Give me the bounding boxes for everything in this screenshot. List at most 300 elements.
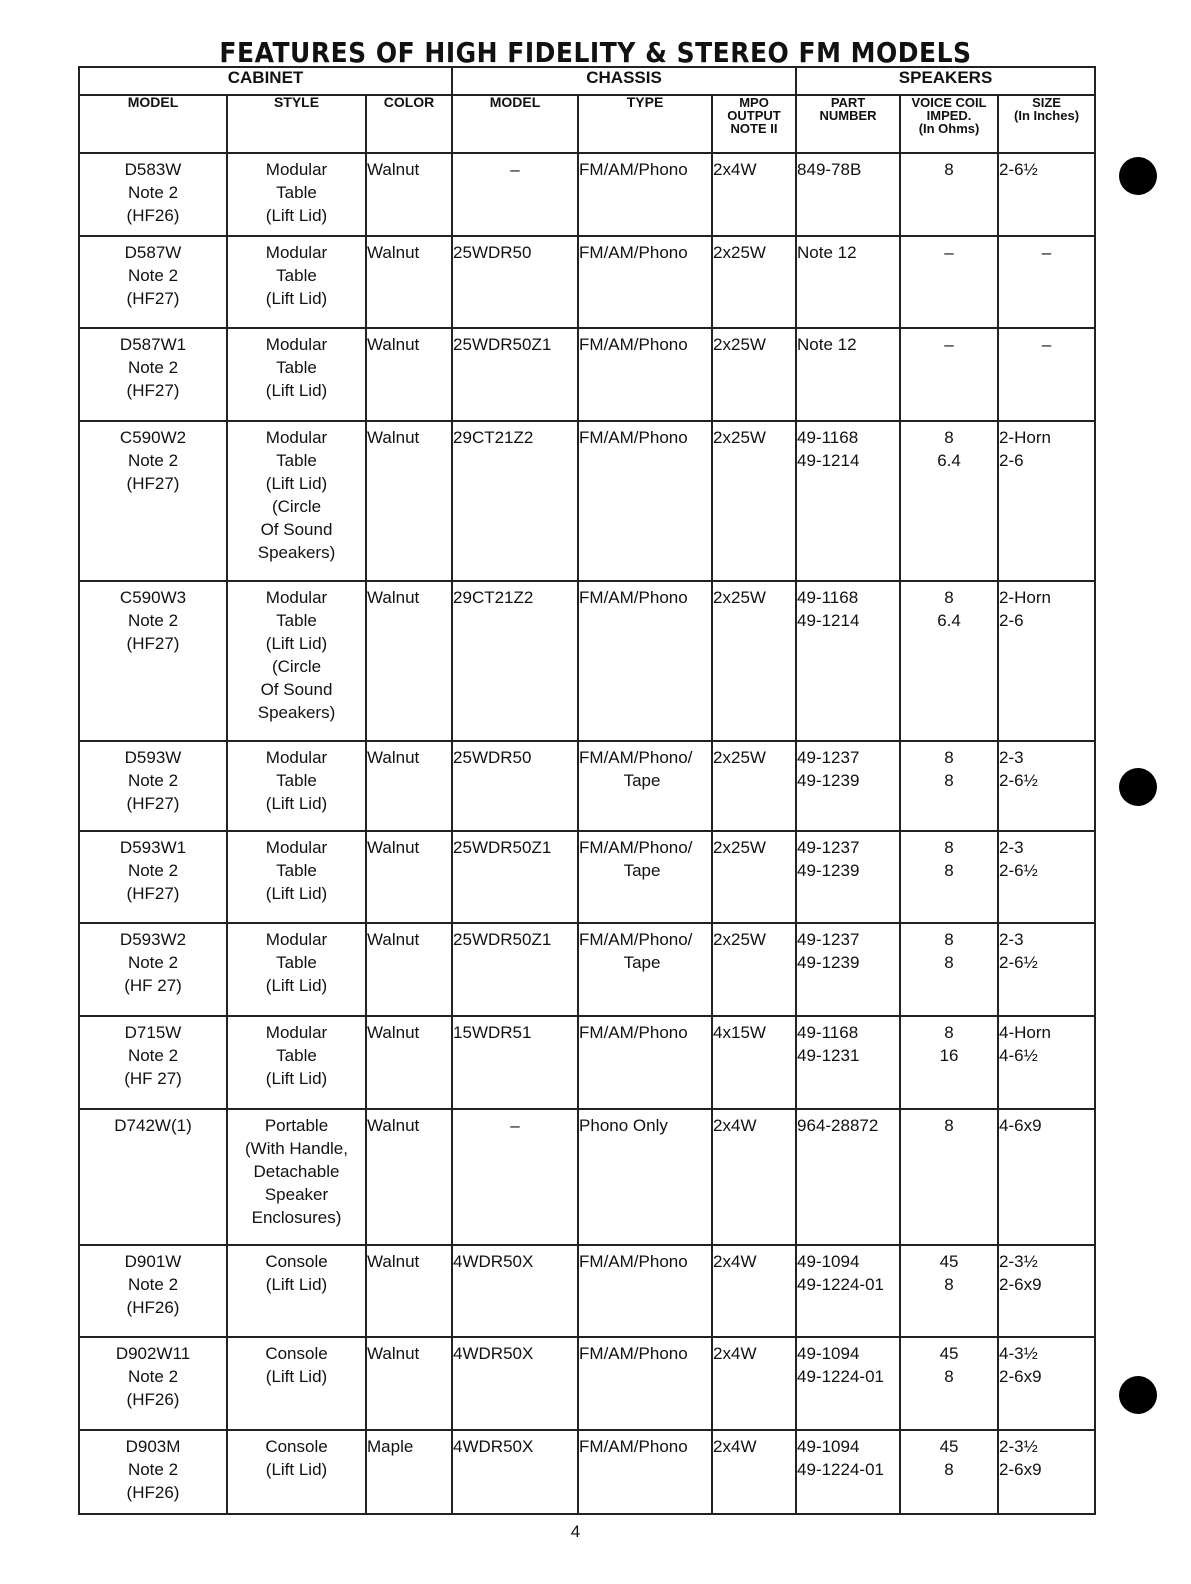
voice-coil-cell bbox=[900, 421, 998, 581]
model-cell-line: (HF 27) bbox=[124, 976, 182, 995]
mpo-output-cell-line: 2x25W bbox=[713, 930, 766, 949]
model-cell-line: C590W3 bbox=[119, 588, 187, 607]
style-cell bbox=[227, 1109, 366, 1245]
chassis-model-cell-line: 29CT21Z2 bbox=[453, 428, 534, 447]
model-cell bbox=[79, 831, 227, 923]
chassis-model-cell-line: 4WDR50X bbox=[453, 1252, 534, 1271]
group-header-speakers: SPEAKERS bbox=[796, 67, 1095, 95]
part-number-cell-line: 49-1231 bbox=[797, 1046, 860, 1065]
part-number-cell-line: 49-1214 bbox=[797, 611, 860, 630]
voice-coil-cell-line: 8 bbox=[944, 953, 954, 972]
style-cell-line: Table bbox=[276, 358, 317, 377]
features-table bbox=[78, 66, 1096, 1515]
model-cell-line: D583W bbox=[124, 160, 182, 179]
style-cell bbox=[227, 1016, 366, 1109]
color-cell-line: Walnut bbox=[367, 838, 420, 857]
chassis-model-cell-line: 25WDR50Z1 bbox=[453, 930, 552, 949]
part-number-cell-line: 49-1237 bbox=[797, 838, 860, 857]
size-cell bbox=[998, 421, 1095, 581]
model-cell-line: Note 2 bbox=[127, 1275, 179, 1294]
style-cell bbox=[227, 923, 366, 1016]
size-cell bbox=[998, 328, 1095, 421]
model-cell-line: C590W2 bbox=[119, 428, 187, 447]
color-cell bbox=[366, 1109, 452, 1245]
type-cell bbox=[578, 328, 712, 421]
chassis-model-cell bbox=[452, 236, 578, 328]
color-cell-line: Maple bbox=[367, 1437, 414, 1456]
model-cell-line: Note 2 bbox=[127, 1046, 179, 1065]
size-cell bbox=[998, 581, 1095, 741]
type-cell bbox=[578, 421, 712, 581]
style-cell-line: Of Sound bbox=[260, 520, 333, 539]
page-number: 4 bbox=[570, 1522, 581, 1541]
part-number-cell-line: 49-1239 bbox=[797, 953, 860, 972]
table-row bbox=[79, 741, 1095, 831]
voice-coil-cell bbox=[900, 1016, 998, 1109]
model-cell-line: (HF27) bbox=[126, 381, 180, 400]
chassis-model-cell-line: – bbox=[510, 160, 520, 179]
size-cell bbox=[998, 831, 1095, 923]
style-cell bbox=[227, 741, 366, 831]
voice-coil-cell-line: 8 bbox=[944, 1367, 954, 1386]
part-number-cell-line: 49-1214 bbox=[797, 451, 860, 470]
part-number-cell bbox=[796, 153, 900, 236]
model-cell bbox=[79, 236, 227, 328]
voice-coil-cell bbox=[900, 831, 998, 923]
part-number-cell-line: 49-1168 bbox=[797, 428, 859, 447]
size-cell-line: 2-Horn bbox=[999, 428, 1051, 447]
model-cell bbox=[79, 1245, 227, 1337]
voice-coil-cell-line: 8 bbox=[944, 1023, 954, 1042]
style-cell-line: Console bbox=[265, 1252, 328, 1271]
model-cell-line: D901W bbox=[124, 1252, 182, 1271]
style-cell-line: Speakers) bbox=[257, 703, 336, 722]
mpo-output-cell bbox=[712, 421, 796, 581]
model-cell-line: Note 2 bbox=[127, 953, 179, 972]
mpo-output-cell bbox=[712, 1337, 796, 1430]
punch-hole-top bbox=[1119, 157, 1157, 195]
color-cell bbox=[366, 1430, 452, 1514]
chassis-model-cell-line: 4WDR50X bbox=[453, 1437, 534, 1456]
chassis-model-cell bbox=[452, 1430, 578, 1514]
chassis-model-cell-line: 29CT21Z2 bbox=[453, 588, 534, 607]
voice-coil-cell-line: 8 bbox=[944, 428, 954, 447]
style-cell-line: Modular bbox=[265, 160, 328, 179]
type-cell bbox=[578, 1016, 712, 1109]
style-cell-line: Modular bbox=[265, 930, 328, 949]
type-cell bbox=[578, 1245, 712, 1337]
type-cell bbox=[578, 153, 712, 236]
model-cell bbox=[79, 741, 227, 831]
table-row bbox=[79, 153, 1095, 236]
voice-coil-cell bbox=[900, 1430, 998, 1514]
table-row bbox=[79, 328, 1095, 421]
type-cell-line: FM/AM/Phono bbox=[579, 1344, 688, 1363]
model-cell bbox=[79, 328, 227, 421]
size-cell bbox=[998, 1016, 1095, 1109]
part-number-cell bbox=[796, 1109, 900, 1245]
color-cell bbox=[366, 1016, 452, 1109]
voice-coil-cell-line: 8 bbox=[944, 1116, 954, 1135]
style-cell-line: Table bbox=[276, 611, 317, 630]
size-cell bbox=[998, 1109, 1095, 1245]
size-cell bbox=[998, 1245, 1095, 1337]
size-cell bbox=[998, 153, 1095, 236]
voice-coil-cell-line: 8 bbox=[944, 1275, 954, 1294]
color-cell bbox=[366, 741, 452, 831]
size-cell bbox=[998, 741, 1095, 831]
color-cell-line: Walnut bbox=[367, 160, 420, 179]
chassis-model-cell-line: – bbox=[510, 1116, 520, 1135]
col-header-mpo-output: MPO OUTPUT NOTE II bbox=[712, 95, 796, 153]
style-cell-line: (Circle bbox=[271, 657, 322, 676]
type-cell bbox=[578, 741, 712, 831]
style-cell-line: Detachable bbox=[253, 1162, 340, 1181]
chassis-model-cell-line: 4WDR50X bbox=[453, 1344, 534, 1363]
table-row bbox=[79, 831, 1095, 923]
style-cell-line: (Lift Lid) bbox=[265, 206, 328, 225]
size-cell-line: 2-6x9 bbox=[999, 1460, 1042, 1479]
style-cell-line: Console bbox=[265, 1437, 328, 1456]
color-cell-line: Walnut bbox=[367, 1252, 420, 1271]
style-cell-line: (Lift Lid) bbox=[265, 289, 328, 308]
model-cell-line: D902W11 bbox=[115, 1344, 191, 1363]
voice-coil-cell bbox=[900, 581, 998, 741]
chassis-model-cell-line: 25WDR50 bbox=[453, 748, 532, 767]
part-number-cell-line: 49-1094 bbox=[797, 1437, 860, 1456]
col-header-size: SIZE (In Inches) bbox=[998, 95, 1095, 153]
size-cell-line: 2-6½ bbox=[999, 160, 1038, 179]
type-cell-line: FM/AM/Phono/ bbox=[579, 748, 693, 767]
table-row bbox=[79, 421, 1095, 581]
model-cell-line: (HF27) bbox=[126, 634, 180, 653]
mpo-output-cell-line: 2x25W bbox=[713, 748, 766, 767]
model-cell bbox=[79, 581, 227, 741]
size-cell-line: 2-3 bbox=[999, 930, 1024, 949]
type-cell bbox=[578, 1109, 712, 1245]
part-number-cell-line: 964-28872 bbox=[797, 1116, 879, 1135]
chassis-model-cell-line: 25WDR50Z1 bbox=[453, 838, 552, 857]
color-cell-line: Walnut bbox=[367, 1344, 420, 1363]
mpo-output-cell-line: 2x4W bbox=[713, 1344, 757, 1363]
table-row bbox=[79, 236, 1095, 328]
voice-coil-cell-line: – bbox=[944, 243, 954, 262]
part-number-cell-line: 49-1168 bbox=[797, 588, 859, 607]
chassis-model-cell bbox=[452, 1245, 578, 1337]
type-cell bbox=[578, 236, 712, 328]
part-number-cell bbox=[796, 831, 900, 923]
model-cell-line: D593W2 bbox=[119, 930, 187, 949]
style-cell-line: (Lift Lid) bbox=[265, 1275, 328, 1294]
chassis-model-cell-line: 15WDR51 bbox=[453, 1023, 532, 1042]
part-number-cell bbox=[796, 1337, 900, 1430]
size-cell-line: 2-6½ bbox=[999, 861, 1038, 880]
part-number-cell-line: 49-1224-01 bbox=[797, 1367, 884, 1386]
table-row bbox=[79, 1245, 1095, 1337]
voice-coil-cell-line: 16 bbox=[939, 1046, 959, 1065]
style-cell-line: (Lift Lid) bbox=[265, 1367, 328, 1386]
style-cell-line: Table bbox=[276, 1046, 317, 1065]
mpo-output-cell bbox=[712, 328, 796, 421]
style-cell bbox=[227, 581, 366, 741]
style-cell-line: (Lift Lid) bbox=[265, 1460, 328, 1479]
mpo-output-cell-line: 2x4W bbox=[713, 1116, 757, 1135]
size-cell-line: 2-3 bbox=[999, 838, 1024, 857]
size-cell-line: 4-3½ bbox=[999, 1344, 1038, 1363]
col-header-color: COLOR bbox=[366, 95, 452, 153]
style-cell-line: Table bbox=[276, 953, 317, 972]
mpo-output-cell-line: 2x4W bbox=[713, 160, 757, 179]
chassis-model-cell-line: 25WDR50Z1 bbox=[453, 335, 552, 354]
voice-coil-cell-line: 6.4 bbox=[937, 611, 961, 630]
style-cell-line: Speakers) bbox=[257, 543, 336, 562]
mpo-output-cell-line: 2x25W bbox=[713, 428, 766, 447]
model-cell-line: D587W1 bbox=[119, 335, 187, 354]
type-cell-line: Phono Only bbox=[579, 1116, 668, 1135]
part-number-cell-line: 49-1224-01 bbox=[797, 1460, 884, 1479]
model-cell-line: (HF27) bbox=[126, 794, 180, 813]
style-cell-line: Of Sound bbox=[260, 680, 333, 699]
color-cell bbox=[366, 328, 452, 421]
size-cell-line: 4-6x9 bbox=[999, 1116, 1042, 1135]
chassis-model-cell bbox=[452, 1016, 578, 1109]
mpo-output-cell-line: 2x25W bbox=[713, 335, 766, 354]
voice-coil-cell bbox=[900, 1109, 998, 1245]
model-cell-line: D593W1 bbox=[119, 838, 187, 857]
chassis-model-cell bbox=[452, 153, 578, 236]
chassis-model-cell-line: 25WDR50 bbox=[453, 243, 532, 262]
style-cell-line: (Lift Lid) bbox=[265, 381, 328, 400]
group-header-cabinet: CABINET bbox=[79, 67, 452, 95]
type-cell-line: Tape bbox=[623, 953, 661, 972]
color-cell-line: Walnut bbox=[367, 930, 420, 949]
voice-coil-cell-line: 8 bbox=[944, 861, 954, 880]
size-cell-line: 2-6 bbox=[999, 611, 1024, 630]
color-cell bbox=[366, 1245, 452, 1337]
size-cell-line: 2-3 bbox=[999, 748, 1024, 767]
size-cell-line: 2-6½ bbox=[999, 771, 1038, 790]
col-header-chassis-model: MODEL bbox=[452, 95, 578, 153]
style-cell bbox=[227, 236, 366, 328]
mpo-output-cell-line: 2x25W bbox=[713, 243, 766, 262]
style-cell-line: Table bbox=[276, 183, 317, 202]
col-header-voice-coil: VOICE COIL IMPED. (In Ohms) bbox=[900, 95, 998, 153]
size-cell-line: 2-6x9 bbox=[999, 1275, 1042, 1294]
type-cell-line: FM/AM/Phono bbox=[579, 428, 688, 447]
style-cell-line: Enclosures) bbox=[251, 1208, 342, 1227]
part-number-cell-line: 49-1237 bbox=[797, 748, 860, 767]
model-cell bbox=[79, 1430, 227, 1514]
type-cell bbox=[578, 581, 712, 741]
part-number-cell bbox=[796, 236, 900, 328]
type-cell-line: FM/AM/Phono bbox=[579, 588, 688, 607]
size-cell bbox=[998, 923, 1095, 1016]
style-cell-line: Modular bbox=[265, 748, 328, 767]
style-cell-line: (Circle bbox=[271, 497, 322, 516]
style-cell bbox=[227, 328, 366, 421]
chassis-model-cell bbox=[452, 831, 578, 923]
model-cell-line: D742W(1) bbox=[114, 1116, 192, 1135]
color-cell bbox=[366, 1337, 452, 1430]
type-cell-line: FM/AM/Phono bbox=[579, 1023, 688, 1042]
style-cell-line: Modular bbox=[265, 588, 328, 607]
color-cell-line: Walnut bbox=[367, 748, 420, 767]
type-cell-line: FM/AM/Phono bbox=[579, 243, 688, 262]
color-cell bbox=[366, 831, 452, 923]
model-cell-line: D903M bbox=[125, 1437, 181, 1456]
model-cell bbox=[79, 421, 227, 581]
part-number-cell-line: 49-1239 bbox=[797, 861, 860, 880]
color-cell bbox=[366, 581, 452, 741]
size-cell-line: 2-3½ bbox=[999, 1252, 1038, 1271]
style-cell bbox=[227, 831, 366, 923]
color-cell bbox=[366, 421, 452, 581]
style-cell bbox=[227, 1245, 366, 1337]
style-cell-line: Table bbox=[276, 861, 317, 880]
chassis-model-cell bbox=[452, 1337, 578, 1430]
size-cell bbox=[998, 236, 1095, 328]
voice-coil-cell bbox=[900, 741, 998, 831]
part-number-cell bbox=[796, 421, 900, 581]
voice-coil-cell-line: 45 bbox=[939, 1437, 959, 1456]
table-row bbox=[79, 581, 1095, 741]
style-cell-line: Table bbox=[276, 771, 317, 790]
model-cell-line: D593W bbox=[124, 748, 182, 767]
type-cell bbox=[578, 1430, 712, 1514]
voice-coil-cell-line: 8 bbox=[944, 748, 954, 767]
model-cell-line: Note 2 bbox=[127, 183, 179, 202]
type-cell-line: FM/AM/Phono/ bbox=[579, 930, 693, 949]
model-cell bbox=[79, 1016, 227, 1109]
style-cell-line: (Lift Lid) bbox=[265, 976, 328, 995]
size-cell-line: 2-6 bbox=[999, 451, 1024, 470]
voice-coil-cell bbox=[900, 236, 998, 328]
part-number-cell bbox=[796, 581, 900, 741]
voice-coil-cell-line: 8 bbox=[944, 588, 954, 607]
table-row bbox=[79, 923, 1095, 1016]
mpo-output-cell bbox=[712, 153, 796, 236]
mpo-output-cell bbox=[712, 581, 796, 741]
table-row bbox=[79, 1430, 1095, 1514]
voice-coil-cell bbox=[900, 328, 998, 421]
voice-coil-cell bbox=[900, 923, 998, 1016]
chassis-model-cell bbox=[452, 741, 578, 831]
color-cell-line: Walnut bbox=[367, 1116, 420, 1135]
col-header-type: TYPE bbox=[578, 95, 712, 153]
style-cell bbox=[227, 1337, 366, 1430]
model-cell bbox=[79, 1337, 227, 1430]
style-cell-line: Modular bbox=[265, 838, 328, 857]
voice-coil-cell-line: – bbox=[944, 335, 954, 354]
mpo-output-cell-line: 2x25W bbox=[713, 588, 766, 607]
style-cell-line: Table bbox=[276, 451, 317, 470]
style-cell-line: Table bbox=[276, 266, 317, 285]
size-cell-line: 2-6½ bbox=[999, 953, 1038, 972]
style-cell-line: (With Handle, bbox=[245, 1139, 348, 1158]
part-number-cell-line: 49-1168 bbox=[797, 1023, 859, 1042]
model-cell-line: Note 2 bbox=[127, 358, 179, 377]
part-number-cell-line: 49-1239 bbox=[797, 771, 860, 790]
part-number-cell-line: 49-1224-01 bbox=[797, 1275, 884, 1294]
page-title: FEATURES OF HIGH FIDELITY & STEREO FM MODELS bbox=[219, 36, 972, 69]
voice-coil-cell-line: 45 bbox=[939, 1344, 959, 1363]
color-cell-line: Walnut bbox=[367, 243, 420, 262]
type-cell bbox=[578, 831, 712, 923]
chassis-model-cell bbox=[452, 421, 578, 581]
style-cell-line: (Lift Lid) bbox=[265, 1069, 328, 1088]
color-cell-line: Walnut bbox=[367, 428, 420, 447]
style-cell bbox=[227, 421, 366, 581]
model-cell-line: (HF26) bbox=[126, 206, 180, 225]
type-cell bbox=[578, 1337, 712, 1430]
mpo-output-cell bbox=[712, 1109, 796, 1245]
model-cell-line: (HF26) bbox=[126, 1483, 180, 1502]
voice-coil-cell-line: 8 bbox=[944, 1460, 954, 1479]
punch-hole-middle bbox=[1119, 768, 1157, 806]
mpo-output-cell bbox=[712, 236, 796, 328]
model-cell-line: Note 2 bbox=[127, 611, 179, 630]
table-row bbox=[79, 1337, 1095, 1430]
voice-coil-cell-line: 8 bbox=[944, 160, 954, 179]
style-cell-line: (Lift Lid) bbox=[265, 884, 328, 903]
size-cell-line: 4-6½ bbox=[999, 1046, 1038, 1065]
col-header-style: STYLE bbox=[227, 95, 366, 153]
model-cell-line: (HF27) bbox=[126, 474, 180, 493]
size-cell-line: 2-6x9 bbox=[999, 1367, 1042, 1386]
table-row bbox=[79, 1016, 1095, 1109]
model-cell-line: (HF27) bbox=[126, 884, 180, 903]
type-cell-line: FM/AM/Phono/ bbox=[579, 838, 693, 857]
part-number-cell bbox=[796, 741, 900, 831]
style-cell-line: Console bbox=[265, 1344, 328, 1363]
mpo-output-cell bbox=[712, 741, 796, 831]
model-cell-line: D587W bbox=[124, 243, 182, 262]
voice-coil-cell-line: 8 bbox=[944, 771, 954, 790]
mpo-output-cell-line: 2x25W bbox=[713, 838, 766, 857]
part-number-cell-line: 49-1094 bbox=[797, 1252, 860, 1271]
size-cell-line: – bbox=[1041, 243, 1052, 262]
color-cell-line: Walnut bbox=[367, 1023, 420, 1042]
punch-hole-bottom bbox=[1119, 1376, 1157, 1414]
size-cell bbox=[998, 1430, 1095, 1514]
style-cell-line: Modular bbox=[265, 1023, 328, 1042]
color-cell bbox=[366, 923, 452, 1016]
part-number-cell bbox=[796, 1016, 900, 1109]
col-header-part-number: PART NUMBER bbox=[796, 95, 900, 153]
model-cell-line: (HF26) bbox=[126, 1390, 180, 1409]
part-number-cell bbox=[796, 923, 900, 1016]
mpo-output-cell bbox=[712, 923, 796, 1016]
chassis-model-cell bbox=[452, 1109, 578, 1245]
mpo-output-cell-line: 2x4W bbox=[713, 1252, 757, 1271]
model-cell-line: Note 2 bbox=[127, 1367, 179, 1386]
style-cell bbox=[227, 153, 366, 236]
part-number-cell-line: 49-1094 bbox=[797, 1344, 860, 1363]
style-cell-line: (Lift Lid) bbox=[265, 794, 328, 813]
part-number-cell-line: Note 12 bbox=[797, 243, 857, 262]
model-cell bbox=[79, 153, 227, 236]
model-cell-line: D715W bbox=[124, 1023, 182, 1042]
part-number-cell-line: Note 12 bbox=[797, 335, 857, 354]
model-cell-line: Note 2 bbox=[127, 771, 179, 790]
voice-coil-cell-line: 6.4 bbox=[937, 451, 961, 470]
voice-coil-cell bbox=[900, 153, 998, 236]
size-cell-line: 2-3½ bbox=[999, 1437, 1038, 1456]
type-cell-line: FM/AM/Phono bbox=[579, 1252, 688, 1271]
voice-coil-cell-line: 45 bbox=[939, 1252, 959, 1271]
mpo-output-cell bbox=[712, 1016, 796, 1109]
model-cell bbox=[79, 923, 227, 1016]
